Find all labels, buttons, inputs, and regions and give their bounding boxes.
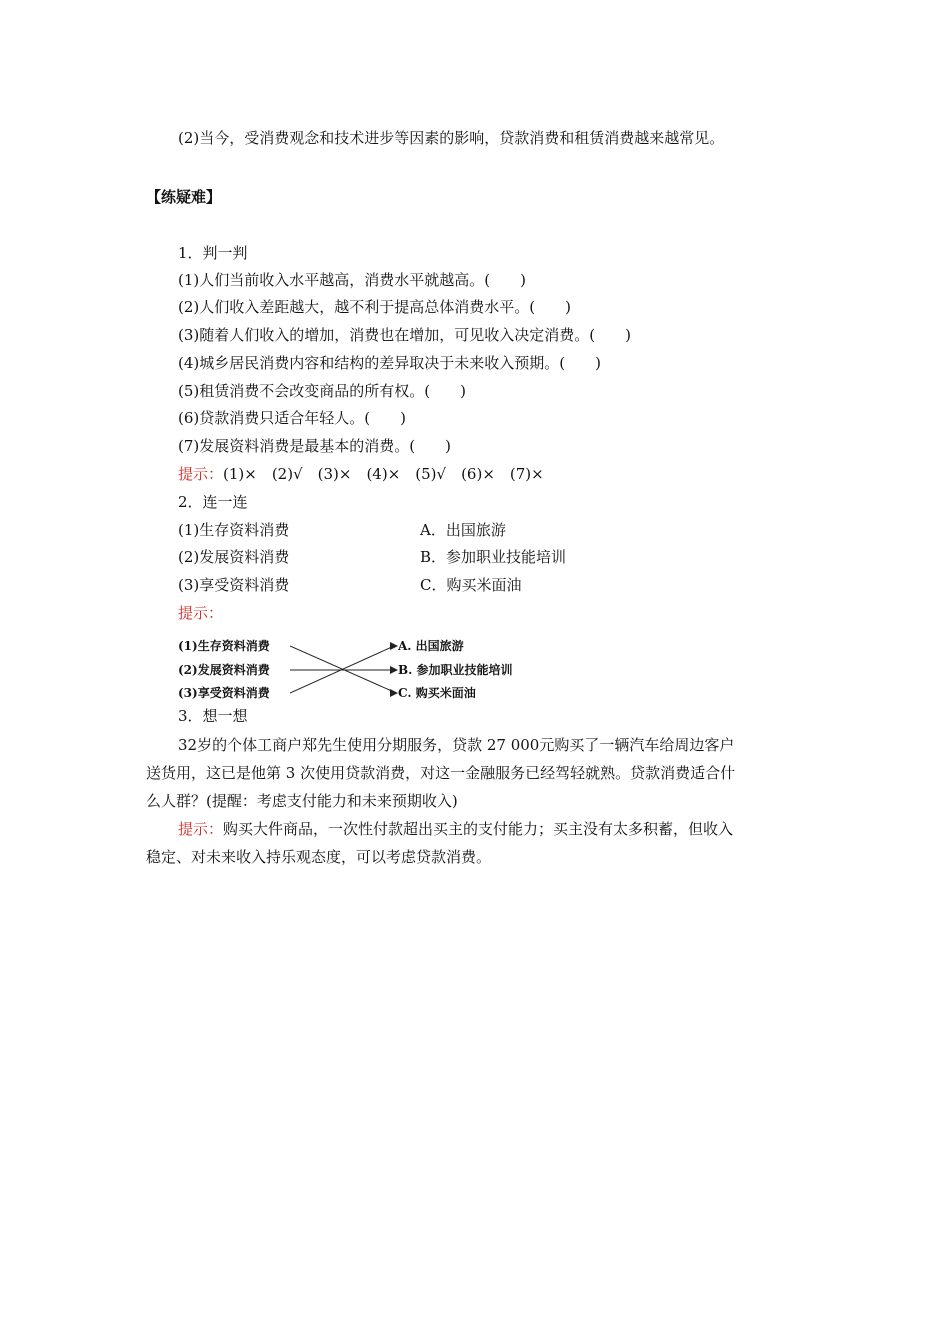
q3-hint-label: 提示： [178,820,224,838]
q2-left-3: (3)享受资料消费 [178,576,290,594]
q1-item-5: (5)租赁消费不会改变商品的所有权。( ) [178,382,466,400]
q1-title: 1．判一判 [178,244,248,262]
q1-item-7: (7)发展资料消费是最基本的消费。( ) [178,437,451,455]
q2-right-c: C．购买米面油 [420,576,522,594]
arrow-b [390,666,398,674]
q1-item-1: (1)人们当前收入水平越高，消费水平就越高。( ) [178,271,526,289]
q1-item-6: (6)贷款消费只适合年轻人。( ) [178,409,406,427]
figure-left-3: (3)享受资料消费 [178,686,270,700]
q2-left-1: (1)生存资料消费 [178,521,290,539]
q3-answer-line-2: 稳定、对未来收入持乐观态度，可以考虑贷款消费。 [146,848,492,866]
q3-body-line-3: 么人群？(提醒：考虑支付能力和未来预期收入) [146,792,458,810]
figure-left-1: (1)生存资料消费 [178,639,270,653]
q2-title: 2．连一连 [178,493,248,511]
q3-answer-text-1: 购买大件商品，一次性付款超出买主的支付能力；买主没有太多积蓄，但收入 [223,820,734,838]
q1-hint-label: 提示： [178,465,224,483]
q3-body-line-1: 32岁的个体工商户郑先生使用分期服务，贷款 27 000元购买了一辆汽车给周边客户 [178,736,735,754]
q2-left-2: (2)发展资料消费 [178,548,290,566]
figure-right-a: A. 出国旅游 [398,639,464,653]
q2-right-b: B．参加职业技能培训 [420,548,567,566]
figure-right-c: C. 购买米面油 [398,686,476,700]
figure-left-2: (2)发展资料消费 [178,663,270,677]
q3-answer-line-1 [178,819,733,839]
q3-body-line-2: 送货用，这已是他第 3 次使用贷款消费，对这一金融服务已经驾轻就熟。贷款消费适合什 [146,764,736,782]
arrow-c [390,689,398,697]
matching-lines [290,636,400,700]
q3-title: 3．想一想 [178,707,248,725]
q2-hint-label: 提示： [178,604,224,622]
arrow-a [390,642,398,650]
q1-hint [178,464,544,484]
q1-item-3: (3)随着人们收入的增加，消费也在增加，可见收入决定消费。( ) [178,326,631,344]
q1-item-4: (4)城乡居民消费内容和结构的差异取决于未来收入预期。( ) [178,354,601,372]
figure-right-b: B. 参加职业技能培训 [398,663,513,677]
section-title: 【练疑难】 [146,188,222,206]
intro-point: (2)当今，受消费观念和技术进步等因素的影响，贷款消费和租赁消费越来越常见。 [178,129,725,147]
q1-item-2: (2)人们收入差距越大，越不利于提高总体消费水平。( ) [178,298,571,316]
q2-right-a: A．出国旅游 [420,521,506,539]
q1-answers: (1)× (2)√ (3)× (4)× (5)√ (6)× (7)× [223,465,544,483]
